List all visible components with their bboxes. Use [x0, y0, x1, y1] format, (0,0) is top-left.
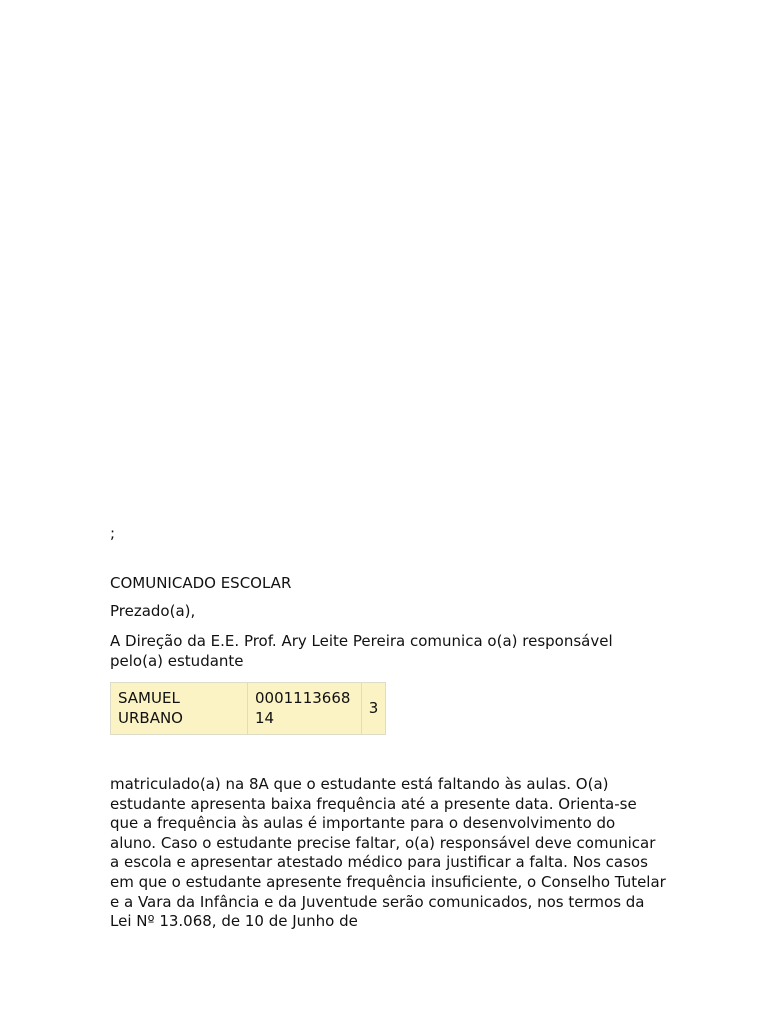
- student-id-cell: 000111366814: [248, 683, 362, 735]
- stray-semicolon: ;: [110, 524, 116, 542]
- greeting-text: Prezado(a),: [110, 602, 196, 620]
- student-number-cell: 3: [362, 683, 386, 735]
- student-name-cell: SAMUEL URBANO: [111, 683, 248, 735]
- intro-paragraph: A Direção da E.E. Prof. Ary Leite Pereira comunica o(a) responsável pelo(a) estudante: [110, 632, 613, 670]
- document-heading: COMUNICADO ESCOLAR: [110, 574, 292, 592]
- body-paragraph: matriculado(a) na 8A que o estudante está faltando às aulas. O(a) estudante apresenta baixa frequência até a presente data. Orienta-se que a frequência às aulas é importante para o desenvolvimento do aluno. Caso o estudante precise faltar, o(a) responsável deve comunicar a escola e apresentar atestado médico para justificar a falta. Nos casos em que o estudante apresente frequência insuficiente, o Conselho Tutelar e a Vara da Infância e da Juventude serão comunicados, nos termos da Lei Nº 13.068, de 10 de Junho de: [110, 775, 666, 931]
- student-table: [110, 682, 386, 735]
- table-row: [111, 683, 386, 735]
